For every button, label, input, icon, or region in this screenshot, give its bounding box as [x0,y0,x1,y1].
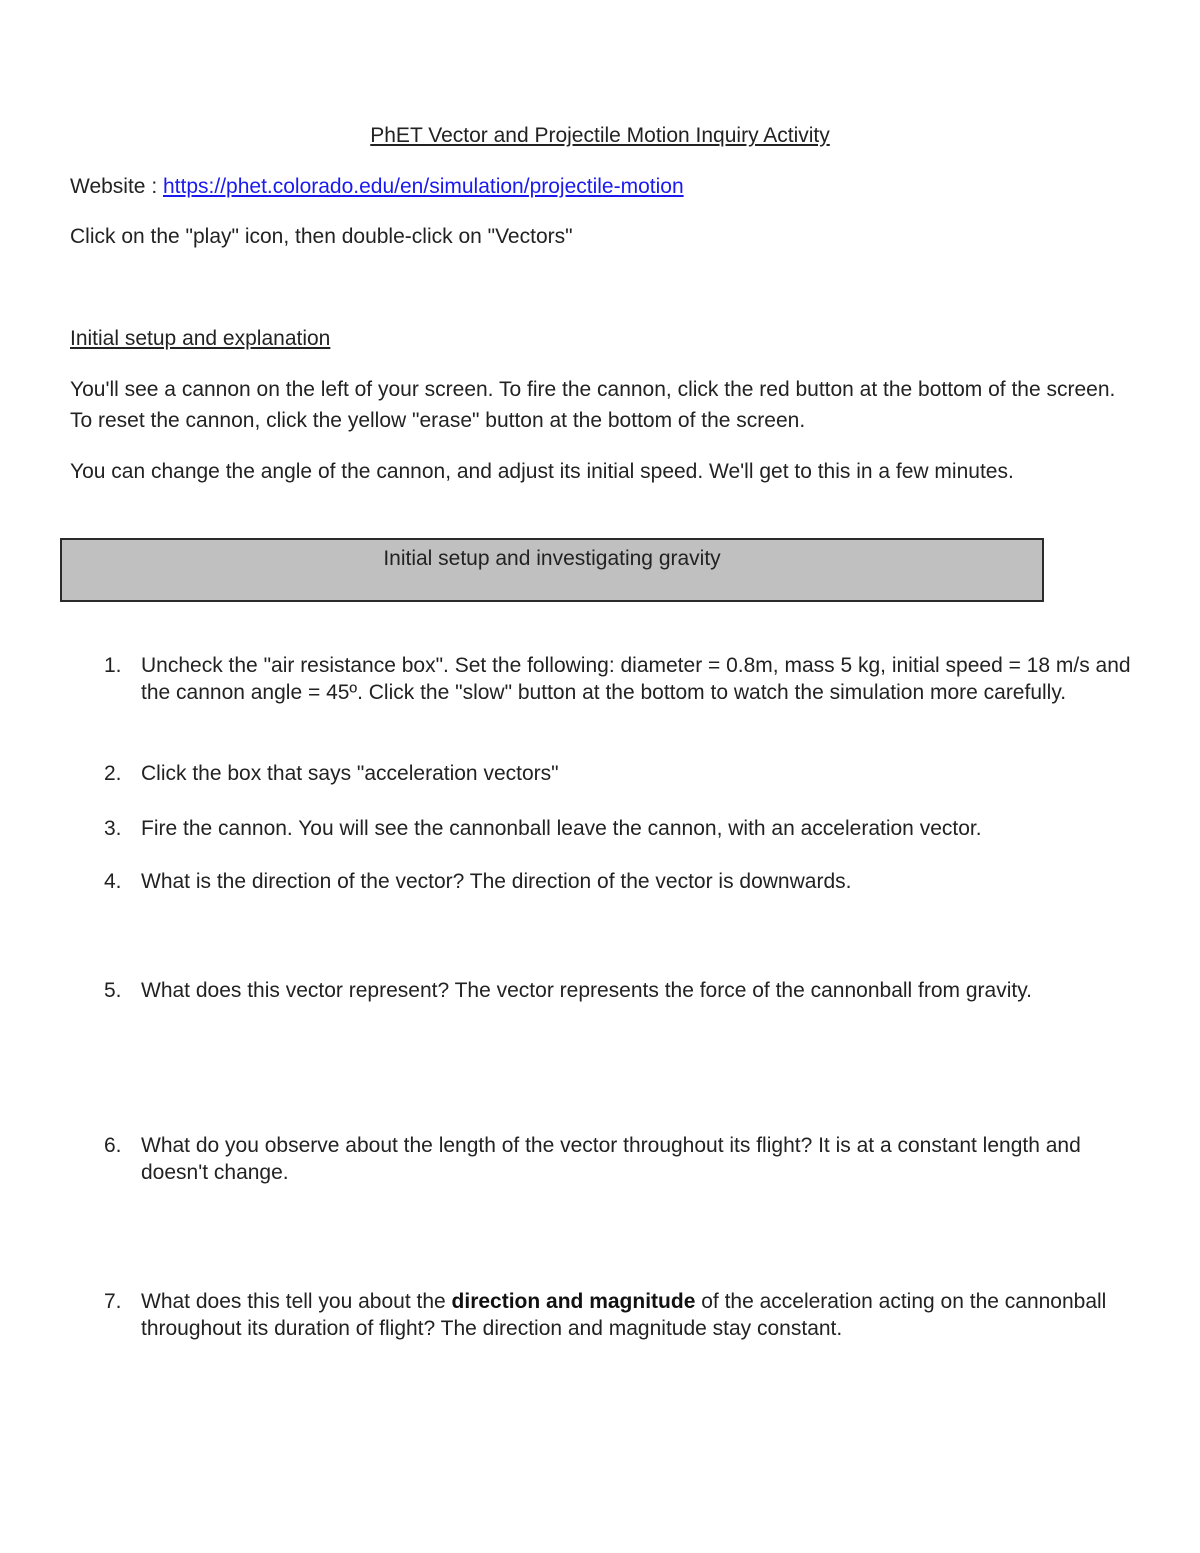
section-box [60,538,1044,602]
website-label: Website : [70,175,158,198]
explanation-paragraph-2: You can change the angle of the cannon, and adjust its initial speed. We'll get to this in a few minutes. [70,460,1014,483]
item-number: 6. [104,1134,122,1157]
item-text-before: What does this tell you about the [141,1290,452,1313]
website-link[interactable]: https://phet.colorado.edu/en/simulation/projectile-motion [163,175,684,198]
item-number: 1. [104,654,122,677]
item-text: Uncheck the "air resistance box". Set the following: diameter = 0.8m, mass 5 kg, initial speed = 18 m/s and the cannon angle = 45º. Click the "slow" button at the bottom to watch the simulation more carefully. [141,654,1131,704]
item-text-after: of the acceleration acting on the cannonball throughout its duration of flight? The direction and magnitude stay constant. [141,1290,1107,1340]
website-line [70,173,684,201]
item-text: Fire the cannon. You will see the cannonball leave the cannon, with an acceleration vector. [141,817,982,840]
item-text [141,1288,1141,1342]
item-number: 5. [104,979,122,1002]
item-text: What does this vector represent? The vector represents the force of the cannonball from gravity. [141,979,1033,1002]
item-number: 7. [104,1290,122,1313]
page-title: PhET Vector and Projectile Motion Inquiry Activity [370,124,830,147]
section-heading: Initial setup and explanation [70,327,331,350]
item-number: 4. [104,870,122,893]
item-number: 2. [104,762,122,785]
instruction-text: Click on the "play" icon, then double-click on "Vectors" [70,225,573,248]
explanation-paragraph-1: You'll see a cannon on the left of your screen. To fire the cannon, click the red button at the bottom of the screen. To reset the cannon, click the yellow "erase" button at the bottom of the screen. [70,378,1116,432]
section-box-heading: Initial setup and investigating gravity [383,547,721,570]
item-number: 3. [104,817,122,840]
item-text-bold: direction and magnitude [451,1290,696,1313]
item-text: Click the box that says "acceleration vectors" [141,762,559,785]
item-text: What is the direction of the vector? The direction of the vector is downwards. [141,870,852,893]
item-text: What do you observe about the length of the vector throughout its flight? It is at a constant length and doesn't change. [141,1134,1081,1184]
